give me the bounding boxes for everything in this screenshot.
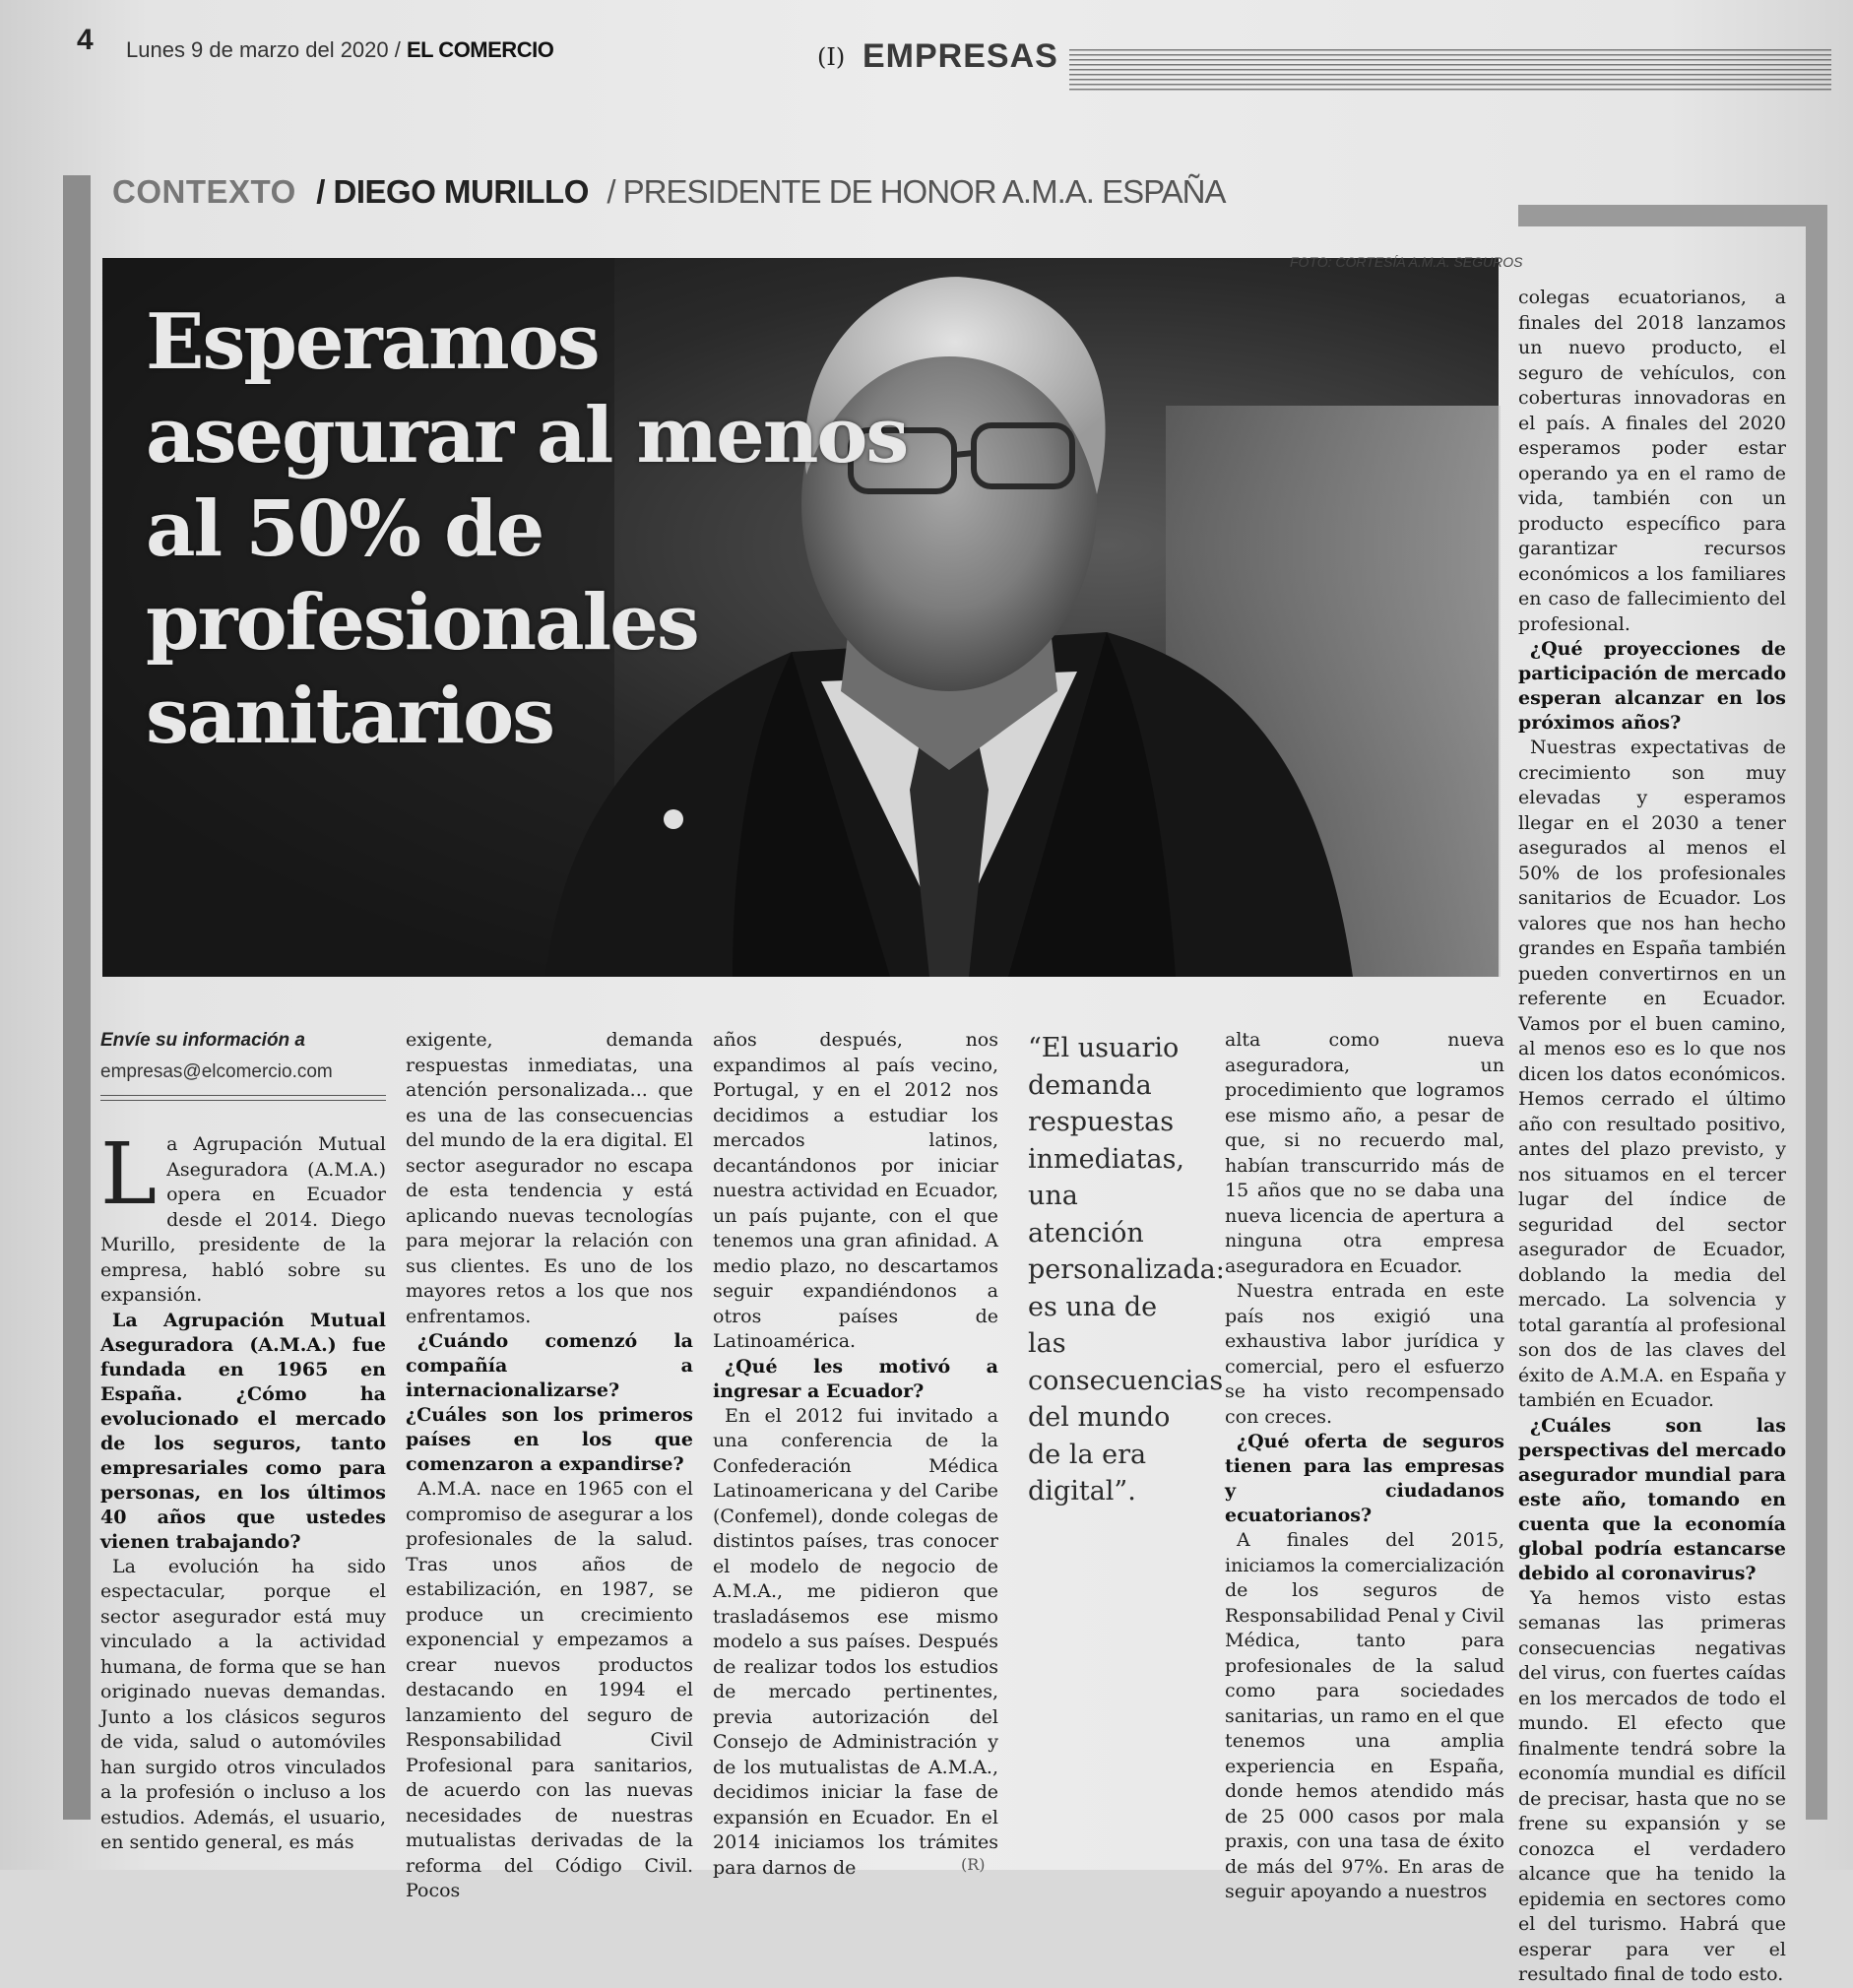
- context-line: [112, 173, 1226, 211]
- answer-4: A finales del 2015, iniciamos la comercialización de los seguros de Responsabilidad Penal y Civil Médica, tanto para profesionales de la salud como para sociedades sanitarias, un ramo en el que tenemos una amplia experiencia en España, donde hemos atendido más de 25 000 casos por mala praxis, con una tasa de éxito de más del 97%. En aras de seguir apoyando a nuestros: [1225, 1529, 1504, 1902]
- question-4: ¿Qué oferta de seguros tienen para las empresas y ciudadanos ecuatorianos?: [1225, 1431, 1504, 1526]
- column-1: [100, 1125, 386, 1856]
- answer-5: Nuestras expectativas de crecimiento son muy elevadas y esperamos llegar en el 2030 a tener asegurados al menos el 50% de los profesionales sanitarios de Ecuador. Los valores que nos han hecho grandes en España también pueden convertirnos en un referente en Ecuador. Vamos por el buen camino, al menos eso es lo que nos dicen los datos económicos. Hemos cerrado el último año con resultado positivo, antes del plazo previsto, y nos situamos en el tercer lugar del índice de seguridad del sector asegurador de Ecuador, doblando la media del mercado. La solvencia y total garantía al profesional son dos de las claves del éxito de A.M.A. en España y también en Ecuador.: [1518, 737, 1786, 1411]
- section-mark: (I): [817, 43, 846, 71]
- photo-credit: FOTO: CORTESÍA A.M.A. SEGUROS: [1290, 254, 1523, 270]
- issue-date: Lunes 9 de marzo del 2020 /: [126, 37, 401, 62]
- column-5: [1225, 1028, 1504, 1905]
- left-frame-bar: [63, 175, 91, 1820]
- headline: Esperamos asegurar al menos al 50% de profesionales sanitarios: [146, 297, 908, 761]
- question-2: ¿Cuándo comenzó la compañía a internacionalizarse? ¿Cuáles son los primeros países en los que comenzaron a expandirse?: [406, 1330, 693, 1475]
- column-6: [1518, 286, 1786, 1988]
- header-rule-lines: [1069, 49, 1831, 93]
- dropcap-letter: L: [100, 1125, 158, 1224]
- dateline: [126, 37, 553, 63]
- answer-3-b: Nuestra entrada en este país nos exigió una exhaustiva labor jurídica y comercial, pero el esfuerzo se ha visto recompensado con creces.: [1225, 1280, 1504, 1428]
- pull-quote: “El usuario demanda respuestas inmediatas, una atención personalizada: es una de las consecuencias del mundo de la era digital”.: [1028, 1033, 1225, 1507]
- answer-1-continued: exigente, demanda respuestas inmediatas, una atención personalizada... que es una de las consecuencias del mundo de la era digital. El sector asegurador no escapa de esta tendencia y está aplicando nuevas tecnologías para mejorar la relación con sus clientes. Es uno de los mayores retos a los que nos enfrentamos.: [406, 1029, 693, 1327]
- answer-4-continued: colegas ecuatorianos, a finales del 2018 lanzamos un nuevo producto, el seguro de vehículos, con coberturas innovadoras en el país. A finales del 2020 esperamos poder estar operando ya en el ramo de vida, también con un producto específico para garantizar recursos económicos a los familiares en caso de fallecimiento del profesional.: [1518, 287, 1786, 635]
- answer-2-continued: años después, nos expandimos al país vecino, Portugal, y en el 2012 nos decidimos a estudiar los mercados latinos, decantándonos por iniciar nuestra actividad en Ecuador, un país pujante, con el que tenemos una gran afinidad. A medio plazo, no descartamos seguir expandiéndonos a otros países de Latinoamérica.: [713, 1029, 998, 1352]
- context-label: CONTEXTO: [112, 173, 296, 210]
- answer-3-continued: alta como nueva aseguradora, un procedimiento que logramos ese mismo año, a pesar de que, si no recuerdo mal, habían transcurrido más de 15 años que no se daba una nueva licencia de apertura a ninguna otra empresa aseguradora en Ecuador.: [1225, 1029, 1504, 1277]
- column-2: [406, 1028, 693, 1904]
- section-name: EMPRESAS: [863, 37, 1058, 75]
- question-6: ¿Cuáles son las perspectivas del mercado asegurador mundial para este año, tomando en cuenta que la economía global podría estancarse debido al coronavirus?: [1518, 1414, 1786, 1584]
- contact-label: Envíe su información a: [100, 1030, 305, 1051]
- contact-divider: [100, 1095, 386, 1101]
- question-3: ¿Qué les motivó a ingresar a Ecuador?: [713, 1355, 998, 1402]
- intro-text: a Agrupación Mutual Aseguradora (A.M.A.) opera en Ecuador desde el 2014. Diego Murillo, presidente de la empresa, habló sobre su expansión.: [100, 1133, 386, 1306]
- footer-mark: (R): [961, 1855, 986, 1874]
- column-3: [713, 1028, 998, 1881]
- intro-paragraph: [100, 1125, 386, 1309]
- right-frame-top: [1518, 205, 1827, 226]
- right-frame-bar: [1806, 205, 1827, 1820]
- answer-1: La evolución ha sido espectacular, porque el sector asegurador está muy vinculado a la actividad humana, de forma que se han originado nuevas demandas. Junto a los clásicos seguros de vida, salud o automóviles han surgido otros vinculados a la profesión o incluso a los estudios. Además, el usuario, en sentido general, es más: [100, 1555, 386, 1853]
- question-5: ¿Qué proyecciones de participación de mercado esperan alcanzar en los próximos años?: [1518, 638, 1786, 734]
- answer-6: Ya hemos visto estas semanas las primeras consecuencias negativas del virus, con fuertes caídas en los mercados de todo el mundo. El efecto que finalmente tendrá sobre la economía mundial es difícil de precisar, hasta que no se frene su expansión y se conozca el verdadero alcance que ha tenido la epidemia en sectores como el del turismo. Habrá que esperar para ver el resultado final de todo esto.: [1518, 1586, 1786, 1985]
- contact-box: [100, 1030, 333, 1083]
- contact-email[interactable]: empresas@elcomercio.com: [100, 1061, 333, 1082]
- answer-2: A.M.A. nace en 1965 con el compromiso de asegurar a los profesionales de la salud. Tras unos años de estabilización, en 1987, se produce un crecimiento exponencial y empezamos a crear nuevos productos destacando en 1994 el lanzamiento del seguro de Responsabilidad Civil Profesional para sanitarios, de acuerdo con las nuevas necesidades de nuestras mutualistas derivadas de la reforma del Código Civil. Pocos: [406, 1478, 693, 1901]
- answer-3: En el 2012 fui invitado a una conferencia de la Confederación Médica Latinoamericana y del Caribe (Confemel), donde colegas de distintos países, tras conocer el modelo de negocio de A.M.A., me pidieron que trasladásemos ese mismo modelo a sus países. Después de realizar todos los estudios de mercado pertinentes, previa autorización del Consejo de Administración y de los mutualistas de A.M.A., decidimos iniciar la fase de expansión en Ecuador. En el 2014 iniciamos los trámites para darnos de: [713, 1404, 998, 1879]
- interviewee-name: / DIEGO MURILLO: [316, 173, 589, 210]
- interviewee-title: / PRESIDENTE DE HONOR A.M.A. ESPAÑA: [607, 173, 1226, 210]
- page-number: 4: [77, 24, 94, 56]
- newspaper-name: EL COMERCIO: [406, 37, 554, 62]
- question-1: La Agrupación Mutual Aseguradora (A.M.A.) fue fundada en 1965 en España. ¿Cómo ha evolucionado el mercado de los seguros, tanto empresariales como para personas, en los últimos 40 años que ustedes vienen trabajando?: [100, 1309, 386, 1553]
